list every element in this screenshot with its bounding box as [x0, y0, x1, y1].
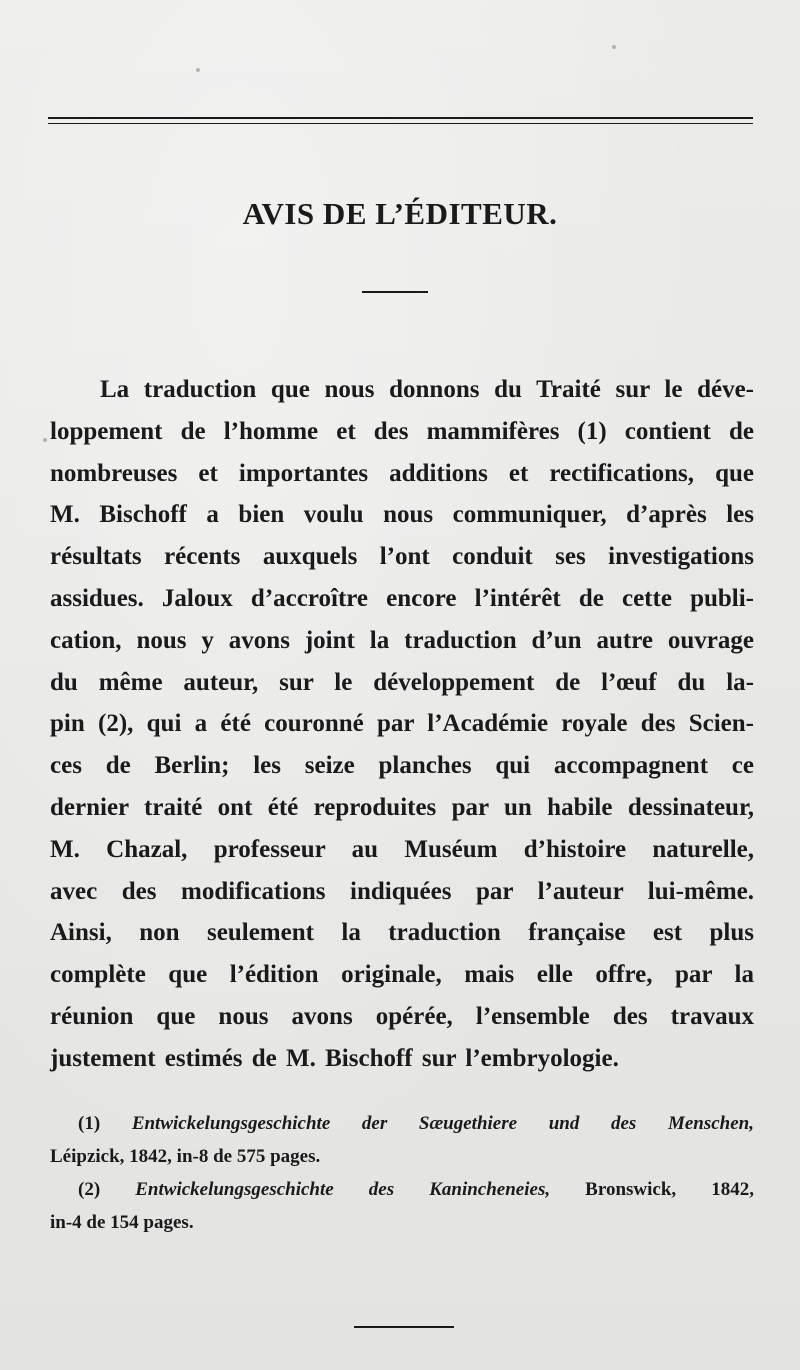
body-line: assidues. Jaloux d’accroître encore l’intérêt de cette publi- — [50, 584, 754, 612]
page-title: AVIS DE L’ÉDITEUR. — [242, 196, 558, 231]
footnote-title: Entwickelungsgeschichte des Kanincheneies, — [135, 1179, 551, 1200]
paper-speck — [43, 438, 47, 442]
body-line: cation, nous y avons joint la traduction d’un autre ouvrage — [50, 626, 754, 654]
body-line: M. Bischoff a bien voulu nous communiquer, d’après les — [50, 501, 754, 529]
body-line: complète que l’édition originale, mais elle offre, par la — [50, 961, 754, 989]
paper-speck — [612, 45, 616, 49]
footnotes — [50, 1107, 754, 1239]
body-line: justement estimés de M. Bischoff sur l’embryologie. — [50, 1044, 619, 1072]
footnote-marker: (1) — [78, 1113, 101, 1134]
footnote-1-continuation: Léipzick, 1842, in-8 de 575 pages. — [50, 1146, 321, 1167]
body-line: pin (2), qui a été couronné par l’Académie royale des Scien- — [50, 710, 754, 738]
title-separator-rule — [362, 291, 428, 293]
body-line: réunion que nous avons opérée, l’ensemble des travaux — [50, 1002, 754, 1030]
body-line: dernier traité ont été reproduites par un habile dessinateur, — [50, 793, 754, 821]
body-line: avec des modifications indiquées par l’auteur lui-même. — [50, 877, 754, 905]
body-line: loppement de l’homme et des mammifères (1) contient de — [50, 417, 754, 445]
footnote-2 — [50, 1173, 754, 1206]
bottom-rule — [354, 1326, 454, 1328]
footnote-publication: Bronswick, 1842, — [550, 1179, 754, 1200]
footnote-2-continuation: in-4 de 154 pages. — [50, 1212, 194, 1233]
body-paragraph — [50, 369, 754, 1080]
footnote-title: Entwickelungsgeschichte der Sæugethiere und des Menschen, — [131, 1113, 755, 1134]
body-line: Ainsi, non seulement la traduction française est plus — [50, 919, 754, 947]
body-line: résultats récents auxquels l’ont conduit ses investigations — [50, 543, 754, 571]
body-line: ces de Berlin; les seize planches qui accompagnent ce — [50, 752, 754, 780]
top-double-rule — [48, 117, 753, 124]
body-line: La traduction que nous donnons du Traité sur le déve- — [100, 376, 754, 403]
body-line: du même auteur, sur le développement de l’œuf du la- — [50, 668, 754, 696]
body-line: nombreuses et importantes additions et rectifications, que — [50, 459, 754, 487]
body-line: M. Chazal, professeur au Muséum d’histoire naturelle, — [50, 835, 754, 863]
footnote-1 — [50, 1107, 754, 1140]
paper-speck — [196, 68, 200, 72]
footnote-marker: (2) — [78, 1179, 101, 1200]
